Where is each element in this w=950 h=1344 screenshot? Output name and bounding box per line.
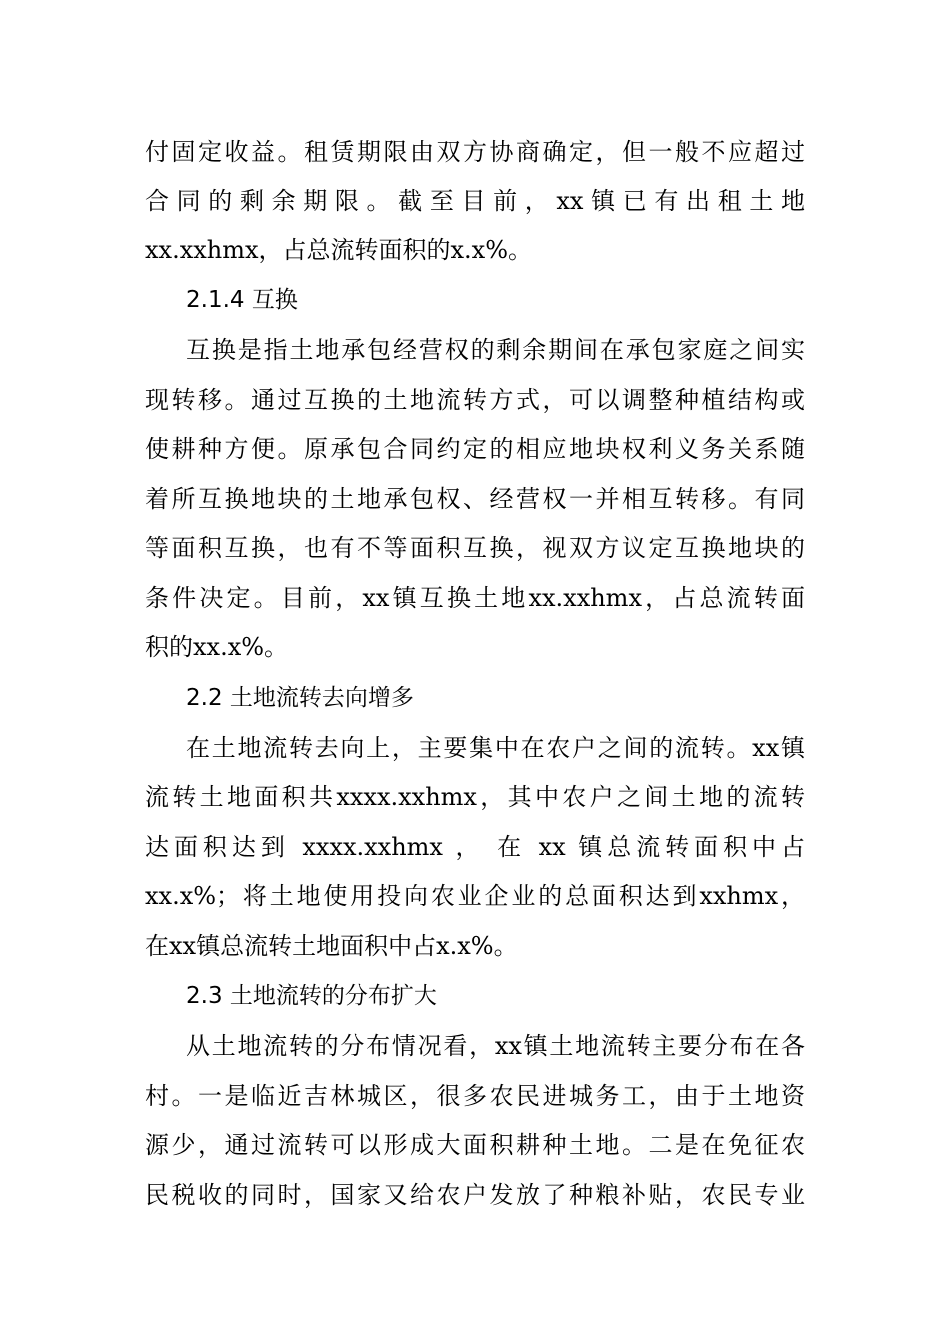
paragraph-line: xx.xxhmx，占总流转面积的x.x%。 bbox=[145, 236, 533, 264]
section-heading-2-1-4: 2.1.4 互换 bbox=[186, 287, 298, 313]
paragraph-line: 村。一是临近吉林城区，很多农民进城务工，由于土地资 bbox=[145, 1082, 805, 1110]
section-heading-2-3: 2.3 土地流转的分布扩大 bbox=[186, 983, 437, 1009]
paragraph-line: 源少，通过流转可以形成大面积耕种土地。二是在免征农 bbox=[145, 1131, 805, 1159]
paragraph-line: 着所互换地块的土地承包权、经营权一并相互转移。有同 bbox=[145, 485, 805, 513]
paragraph-line: 在xx镇总流转土地面积中占x.x%。 bbox=[145, 932, 518, 960]
paragraph-line: 达面积达到 xxxx.xxhmx ， 在 xx 镇总流转面积中占 bbox=[145, 833, 805, 861]
paragraph-line: 积的xx.x%。 bbox=[145, 633, 289, 661]
paragraph-line: 互换是指土地承包经营权的剩余期间在承包家庭之间实 bbox=[186, 336, 805, 364]
paragraph-line: xx.x%；将土地使用投向农业企业的总面积达到xxhmx， bbox=[145, 882, 805, 910]
paragraph-line: 从土地流转的分布情况看，xx镇土地流转主要分布在各 bbox=[186, 1032, 805, 1060]
paragraph-line: 流转土地面积共xxxx.xxhmx，其中农户之间土地的流转 bbox=[145, 783, 805, 811]
section-heading-2-2: 2.2 土地流转去向增多 bbox=[186, 685, 414, 711]
paragraph-line: 等面积互换，也有不等面积互换，视双方议定互换地块的 bbox=[145, 534, 805, 562]
paragraph-line: 在土地流转去向上，主要集中在农户之间的流转。xx镇 bbox=[186, 734, 805, 762]
paragraph-line: 使耕种方便。原承包合同约定的相应地块权利义务关系随 bbox=[145, 435, 805, 463]
paragraph-line: 付固定收益。租赁期限由双方协商确定，但一般不应超过 bbox=[145, 138, 805, 166]
paragraph-line: 现转移。通过互换的土地流转方式，可以调整种植结构或 bbox=[145, 386, 805, 414]
paragraph-line: 民税收的同时，国家又给农户发放了种粮补贴，农民专业 bbox=[145, 1181, 805, 1209]
paragraph-line: 合同的剩余期限。截至目前，xx镇已有出租土地 bbox=[145, 187, 805, 215]
paragraph-line: 条件决定。目前，xx镇互换土地xx.xxhmx，占总流转面 bbox=[145, 584, 805, 612]
